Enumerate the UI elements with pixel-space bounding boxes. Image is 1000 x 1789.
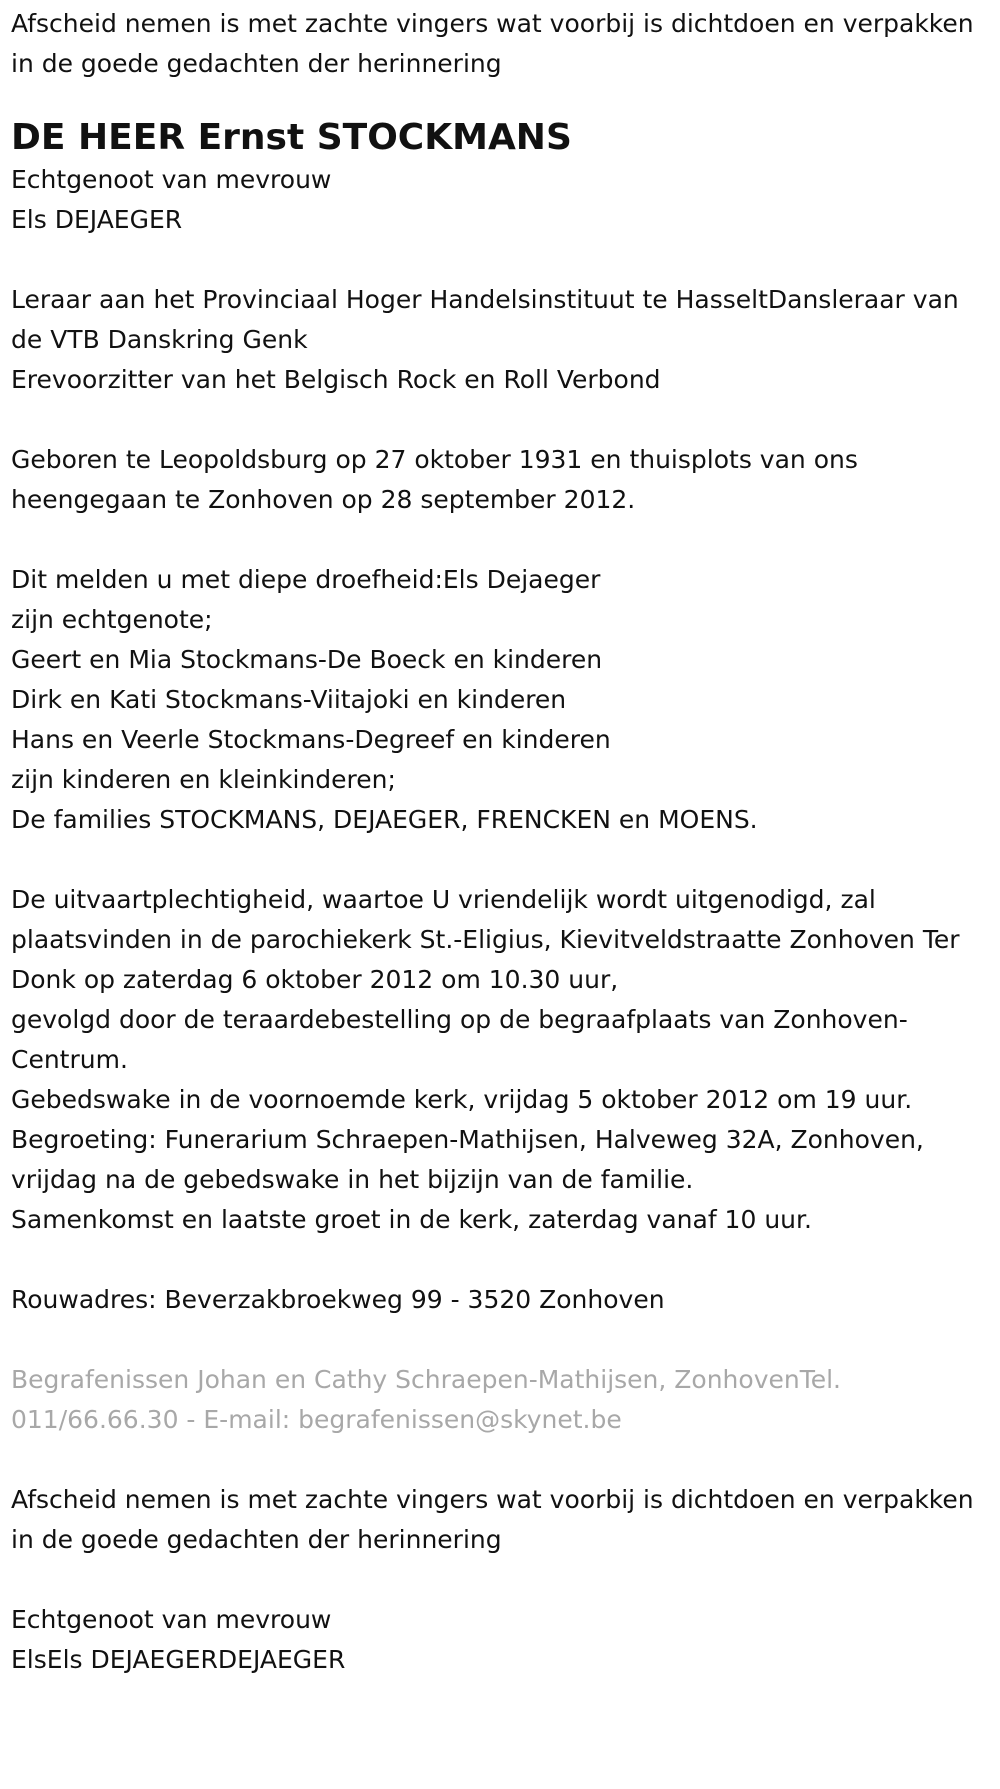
undertaker-section: [11, 1360, 989, 1440]
undertaker-info: Begrafenissen Johan en Cathy Schraepen-Mathijsen, ZonhovenTel. 011/66.66.30 - E-mail: begrafenissen@skynet.be: [11, 1365, 842, 1434]
family-line: zijn echtgenote;: [11, 605, 213, 634]
funeral-line-4: Begroeting: Funerarium Schraepen-Mathijsen, Halveweg 32A, Zonhoven, vrijdag na de gebedswake in het bijzijn van de familie.: [11, 1125, 924, 1194]
funeral-line-2: gevolgd door de teraardebestelling op de begraafplaats van Zonhoven-Centrum.: [11, 1005, 908, 1074]
spouse-line-2: Els DEJAEGER: [11, 205, 183, 234]
poem-line-1: Afscheid nemen is met zachte vingers wat voorbij is dichtdoen en verpakken: [11, 9, 974, 38]
family-line: Dirk en Kati Stockmans-Viitajoki en kinderen: [11, 685, 567, 714]
career-section: [11, 280, 989, 400]
family-line: De families STOCKMANS, DEJAEGER, FRENCKEN en MOENS.: [11, 805, 758, 834]
spouse-repeat-line-2: ElsEls DEJAEGERDEJAEGER: [11, 1645, 346, 1674]
mourning-address: Rouwadres: Beverzakbroekweg 99 - 3520 Zonhoven: [11, 1285, 665, 1314]
spouse-line-1: Echtgenoot van mevrouw: [11, 165, 332, 194]
career-line-1: Leraar aan het Provinciaal Hoger Handelsinstituut te HasseltDansleraar van de VTB Danskring Genk: [11, 285, 959, 354]
career-line-2: Erevoorzitter van het Belgisch Rock en Roll Verbond: [11, 365, 661, 394]
family-line: zijn kinderen en kleinkinderen;: [11, 765, 396, 794]
poem-repeat-section: [11, 1480, 989, 1560]
birth-death-section: [11, 440, 989, 520]
funeral-line-3: Gebedswake in de voornoemde kerk, vrijdag 5 oktober 2012 om 19 uur.: [11, 1085, 913, 1114]
poem-repeat-line-1: Afscheid nemen is met zachte vingers wat voorbij is dichtdoen en verpakken: [11, 1485, 974, 1514]
spouse-section: [11, 160, 989, 240]
funeral-section: [11, 880, 989, 1240]
poem-repeat-line-2: in de goede gedachten der herinnering: [11, 1525, 502, 1554]
poem-section: [11, 4, 989, 84]
spouse-repeat-line-1: Echtgenoot van mevrouw: [11, 1605, 332, 1634]
address-section: [11, 1280, 989, 1320]
family-section: [11, 560, 989, 840]
deceased-name: DE HEER Ernst STOCKMANS: [11, 117, 572, 158]
family-line: Geert en Mia Stockmans-De Boeck en kinderen: [11, 645, 603, 674]
family-line: Hans en Veerle Stockmans-Degreef en kinderen: [11, 725, 611, 754]
family-line: Dit melden u met diepe droefheid:Els Dejaeger: [11, 565, 601, 594]
funeral-line-5: Samenkomst en laatste groet in de kerk, zaterdag vanaf 10 uur.: [11, 1205, 812, 1234]
funeral-line-1: De uitvaartplechtigheid, waartoe U vriendelijk wordt uitgenodigd, zal plaatsvinden in de parochiekerk St.-Eligius, Kievitveldstraatte Zonhoven Ter Donk op zaterdag 6 oktober 2012 om 10.30 uur,: [11, 885, 960, 994]
spouse-repeat-section: [11, 1600, 989, 1680]
birth-death-text: Geboren te Leopoldsburg op 27 oktober 1931 en thuisplots van ons heengegaan te Zonhoven op 28 september 2012.: [11, 445, 858, 514]
poem-line-2: in de goede gedachten der herinnering: [11, 49, 502, 78]
